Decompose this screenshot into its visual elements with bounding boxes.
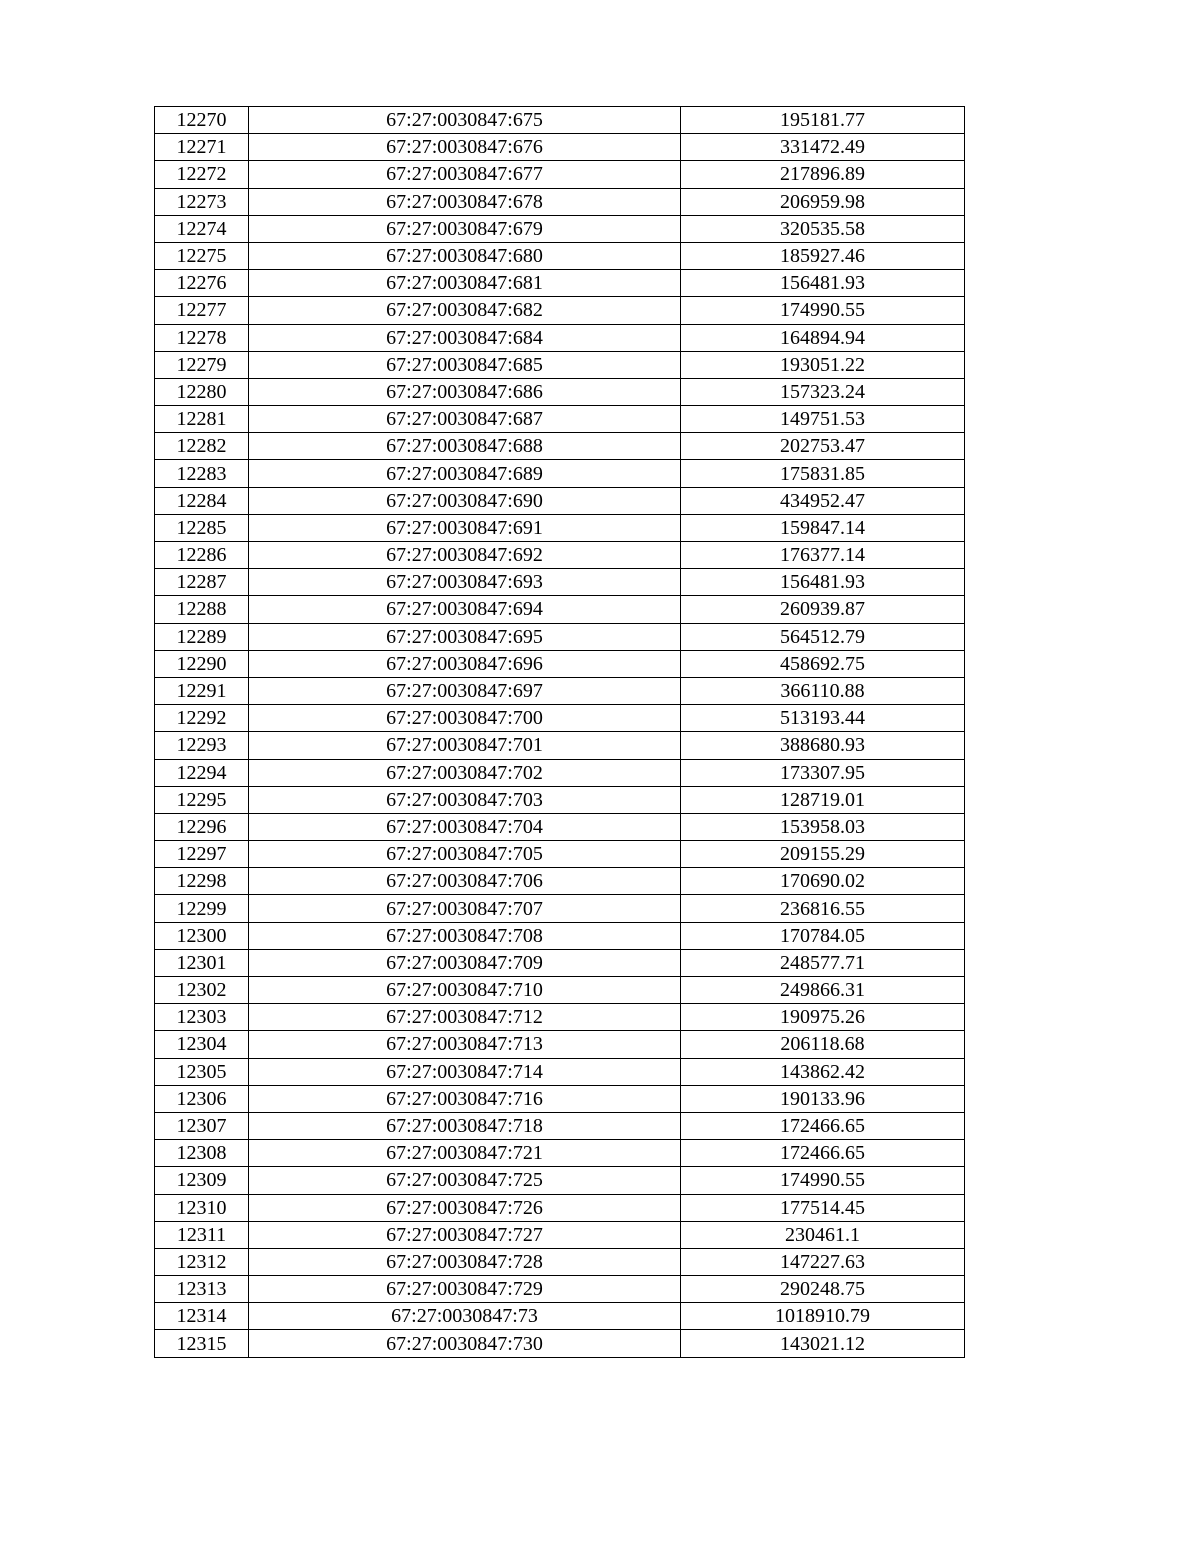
cadastral-number-cell: 67:27:0030847:694 — [249, 596, 681, 623]
cadastral-number-cell: 67:27:0030847:710 — [249, 977, 681, 1004]
row-number-cell: 12314 — [155, 1303, 249, 1330]
table-row — [155, 487, 965, 514]
row-number-cell: 12315 — [155, 1330, 249, 1357]
cadastral-value-cell: 202753.47 — [681, 433, 965, 460]
row-number-cell: 12270 — [155, 107, 249, 134]
row-number-cell: 12271 — [155, 134, 249, 161]
cadastral-value-cell: 248577.71 — [681, 949, 965, 976]
cadastral-number-cell: 67:27:0030847:682 — [249, 297, 681, 324]
table-row — [155, 433, 965, 460]
table-row — [155, 107, 965, 134]
table-row — [155, 1140, 965, 1167]
cadastral-value-cell: 174990.55 — [681, 1167, 965, 1194]
cadastral-value-cell: 143862.42 — [681, 1058, 965, 1085]
cadastral-number-cell: 67:27:0030847:681 — [249, 270, 681, 297]
table-row — [155, 1276, 965, 1303]
row-number-cell: 12313 — [155, 1276, 249, 1303]
cadastral-number-cell: 67:27:0030847:729 — [249, 1276, 681, 1303]
cadastral-number-cell: 67:27:0030847:688 — [249, 433, 681, 460]
cadastral-number-cell: 67:27:0030847:704 — [249, 813, 681, 840]
table-row — [155, 542, 965, 569]
cadastral-value-cell: 320535.58 — [681, 215, 965, 242]
cadastral-value-cell: 143021.12 — [681, 1330, 965, 1357]
cadastral-value-cell: 249866.31 — [681, 977, 965, 1004]
table-row — [155, 922, 965, 949]
cadastral-value-cell: 209155.29 — [681, 841, 965, 868]
table-row — [155, 161, 965, 188]
table-row — [155, 813, 965, 840]
cadastral-value-cell: 366110.88 — [681, 677, 965, 704]
cadastral-number-cell: 67:27:0030847:697 — [249, 677, 681, 704]
cadastral-number-cell: 67:27:0030847:679 — [249, 215, 681, 242]
cadastral-number-cell: 67:27:0030847:706 — [249, 868, 681, 895]
cadastral-value-cell: 195181.77 — [681, 107, 965, 134]
row-number-cell: 12297 — [155, 841, 249, 868]
row-number-cell: 12286 — [155, 542, 249, 569]
cadastral-number-cell: 67:27:0030847:685 — [249, 351, 681, 378]
row-number-cell: 12306 — [155, 1085, 249, 1112]
cadastral-value-cell: 217896.89 — [681, 161, 965, 188]
table-row — [155, 406, 965, 433]
cadastral-number-cell: 67:27:0030847:701 — [249, 732, 681, 759]
cadastral-value-cell: 175831.85 — [681, 460, 965, 487]
table-row — [155, 1194, 965, 1221]
table-row — [155, 1330, 965, 1357]
table-row — [155, 1303, 965, 1330]
row-number-cell: 12280 — [155, 378, 249, 405]
cadastral-number-cell: 67:27:0030847:680 — [249, 242, 681, 269]
table-row — [155, 1112, 965, 1139]
table-row — [155, 134, 965, 161]
row-number-cell: 12303 — [155, 1004, 249, 1031]
table-row — [155, 623, 965, 650]
cadastral-number-cell: 67:27:0030847:689 — [249, 460, 681, 487]
row-number-cell: 12294 — [155, 759, 249, 786]
table-row — [155, 1085, 965, 1112]
table-row — [155, 868, 965, 895]
row-number-cell: 12284 — [155, 487, 249, 514]
cadastral-value-cell: 128719.01 — [681, 786, 965, 813]
cadastral-number-cell: 67:27:0030847:727 — [249, 1221, 681, 1248]
table-row — [155, 297, 965, 324]
table-row — [155, 378, 965, 405]
row-number-cell: 12299 — [155, 895, 249, 922]
cadastral-number-cell: 67:27:0030847:702 — [249, 759, 681, 786]
cadastral-value-cell: 153958.03 — [681, 813, 965, 840]
table-row — [155, 324, 965, 351]
cadastral-value-cell: 172466.65 — [681, 1140, 965, 1167]
row-number-cell: 12278 — [155, 324, 249, 351]
table-body — [155, 107, 965, 1358]
cadastral-value-cell: 173307.95 — [681, 759, 965, 786]
table-row — [155, 1248, 965, 1275]
cadastral-value-cell: 190133.96 — [681, 1085, 965, 1112]
cadastral-value-cell: 1018910.79 — [681, 1303, 965, 1330]
row-number-cell: 12304 — [155, 1031, 249, 1058]
cadastral-number-cell: 67:27:0030847:675 — [249, 107, 681, 134]
cadastral-value-cell: 290248.75 — [681, 1276, 965, 1303]
cadastral-value-cell: 164894.94 — [681, 324, 965, 351]
row-number-cell: 12279 — [155, 351, 249, 378]
row-number-cell: 12275 — [155, 242, 249, 269]
row-number-cell: 12282 — [155, 433, 249, 460]
cadastral-value-cell: 236816.55 — [681, 895, 965, 922]
table-row — [155, 215, 965, 242]
cadastral-number-cell: 67:27:0030847:714 — [249, 1058, 681, 1085]
cadastral-number-cell: 67:27:0030847:707 — [249, 895, 681, 922]
table-row — [155, 759, 965, 786]
row-number-cell: 12309 — [155, 1167, 249, 1194]
cadastral-value-cell: 564512.79 — [681, 623, 965, 650]
row-number-cell: 12292 — [155, 705, 249, 732]
table-row — [155, 514, 965, 541]
table-row — [155, 1167, 965, 1194]
cadastral-number-cell: 67:27:0030847:696 — [249, 650, 681, 677]
table-row — [155, 460, 965, 487]
cadastral-number-cell: 67:27:0030847:693 — [249, 569, 681, 596]
table-row — [155, 732, 965, 759]
cadastral-number-cell: 67:27:0030847:721 — [249, 1140, 681, 1167]
row-number-cell: 12305 — [155, 1058, 249, 1085]
cadastral-number-cell: 67:27:0030847:686 — [249, 378, 681, 405]
cadastral-number-cell: 67:27:0030847:705 — [249, 841, 681, 868]
table-row — [155, 242, 965, 269]
row-number-cell: 12290 — [155, 650, 249, 677]
table-row — [155, 977, 965, 1004]
table-row — [155, 188, 965, 215]
row-number-cell: 12302 — [155, 977, 249, 1004]
cadastral-number-cell: 67:27:0030847:678 — [249, 188, 681, 215]
row-number-cell: 12293 — [155, 732, 249, 759]
cadastral-value-cell: 458692.75 — [681, 650, 965, 677]
table-row — [155, 596, 965, 623]
cadastral-value-cell: 388680.93 — [681, 732, 965, 759]
cadastral-number-cell: 67:27:0030847:687 — [249, 406, 681, 433]
table-row — [155, 270, 965, 297]
row-number-cell: 12300 — [155, 922, 249, 949]
table-row — [155, 1031, 965, 1058]
row-number-cell: 12277 — [155, 297, 249, 324]
cadastral-number-cell: 67:27:0030847:728 — [249, 1248, 681, 1275]
row-number-cell: 12312 — [155, 1248, 249, 1275]
cadastral-value-cell: 172466.65 — [681, 1112, 965, 1139]
table-row — [155, 1221, 965, 1248]
cadastral-value-cell: 147227.63 — [681, 1248, 965, 1275]
row-number-cell: 12281 — [155, 406, 249, 433]
table-row — [155, 949, 965, 976]
row-number-cell: 12273 — [155, 188, 249, 215]
cadastral-value-cell: 206959.98 — [681, 188, 965, 215]
row-number-cell: 12311 — [155, 1221, 249, 1248]
row-number-cell: 12283 — [155, 460, 249, 487]
table-row — [155, 786, 965, 813]
cadastral-value-cell: 157323.24 — [681, 378, 965, 405]
cadastral-number-cell: 67:27:0030847:703 — [249, 786, 681, 813]
cadastral-number-cell: 67:27:0030847:690 — [249, 487, 681, 514]
table-row — [155, 1058, 965, 1085]
row-number-cell: 12287 — [155, 569, 249, 596]
cadastral-number-cell: 67:27:0030847:692 — [249, 542, 681, 569]
cadastral-number-cell: 67:27:0030847:726 — [249, 1194, 681, 1221]
cadastral-value-cell: 177514.45 — [681, 1194, 965, 1221]
cadastral-number-cell: 67:27:0030847:695 — [249, 623, 681, 650]
cadastral-number-cell: 67:27:0030847:709 — [249, 949, 681, 976]
table-row — [155, 351, 965, 378]
table-row — [155, 705, 965, 732]
cadastral-value-table — [154, 106, 965, 1358]
row-number-cell: 12274 — [155, 215, 249, 242]
row-number-cell: 12288 — [155, 596, 249, 623]
cadastral-number-cell: 67:27:0030847:716 — [249, 1085, 681, 1112]
cadastral-value-cell: 159847.14 — [681, 514, 965, 541]
cadastral-number-cell: 67:27:0030847:730 — [249, 1330, 681, 1357]
cadastral-value-cell: 206118.68 — [681, 1031, 965, 1058]
row-number-cell: 12298 — [155, 868, 249, 895]
table-row — [155, 650, 965, 677]
table-row — [155, 895, 965, 922]
cadastral-value-cell: 170690.02 — [681, 868, 965, 895]
cadastral-value-cell: 190975.26 — [681, 1004, 965, 1031]
cadastral-number-cell: 67:27:0030847:712 — [249, 1004, 681, 1031]
row-number-cell: 12295 — [155, 786, 249, 813]
cadastral-value-cell: 156481.93 — [681, 270, 965, 297]
cadastral-value-cell: 170784.05 — [681, 922, 965, 949]
cadastral-value-cell: 176377.14 — [681, 542, 965, 569]
cadastral-value-cell: 331472.49 — [681, 134, 965, 161]
cadastral-value-cell: 513193.44 — [681, 705, 965, 732]
cadastral-number-cell: 67:27:0030847:713 — [249, 1031, 681, 1058]
row-number-cell: 12291 — [155, 677, 249, 704]
cadastral-number-cell: 67:27:0030847:73 — [249, 1303, 681, 1330]
row-number-cell: 12310 — [155, 1194, 249, 1221]
table-row — [155, 677, 965, 704]
table-row — [155, 1004, 965, 1031]
row-number-cell: 12308 — [155, 1140, 249, 1167]
cadastral-number-cell: 67:27:0030847:684 — [249, 324, 681, 351]
cadastral-value-cell: 156481.93 — [681, 569, 965, 596]
cadastral-number-cell: 67:27:0030847:676 — [249, 134, 681, 161]
table-row — [155, 569, 965, 596]
row-number-cell: 12285 — [155, 514, 249, 541]
cadastral-number-cell: 67:27:0030847:691 — [249, 514, 681, 541]
row-number-cell: 12307 — [155, 1112, 249, 1139]
cadastral-value-cell: 260939.87 — [681, 596, 965, 623]
row-number-cell: 12301 — [155, 949, 249, 976]
row-number-cell: 12276 — [155, 270, 249, 297]
cadastral-value-cell: 185927.46 — [681, 242, 965, 269]
cadastral-value-cell: 434952.47 — [681, 487, 965, 514]
cadastral-number-cell: 67:27:0030847:700 — [249, 705, 681, 732]
cadastral-value-cell: 193051.22 — [681, 351, 965, 378]
table-row — [155, 841, 965, 868]
cadastral-value-cell: 149751.53 — [681, 406, 965, 433]
row-number-cell: 12296 — [155, 813, 249, 840]
row-number-cell: 12272 — [155, 161, 249, 188]
cadastral-number-cell: 67:27:0030847:677 — [249, 161, 681, 188]
cadastral-number-cell: 67:27:0030847:708 — [249, 922, 681, 949]
cadastral-value-cell: 230461.1 — [681, 1221, 965, 1248]
cadastral-number-cell: 67:27:0030847:725 — [249, 1167, 681, 1194]
cadastral-number-cell: 67:27:0030847:718 — [249, 1112, 681, 1139]
cadastral-value-cell: 174990.55 — [681, 297, 965, 324]
row-number-cell: 12289 — [155, 623, 249, 650]
